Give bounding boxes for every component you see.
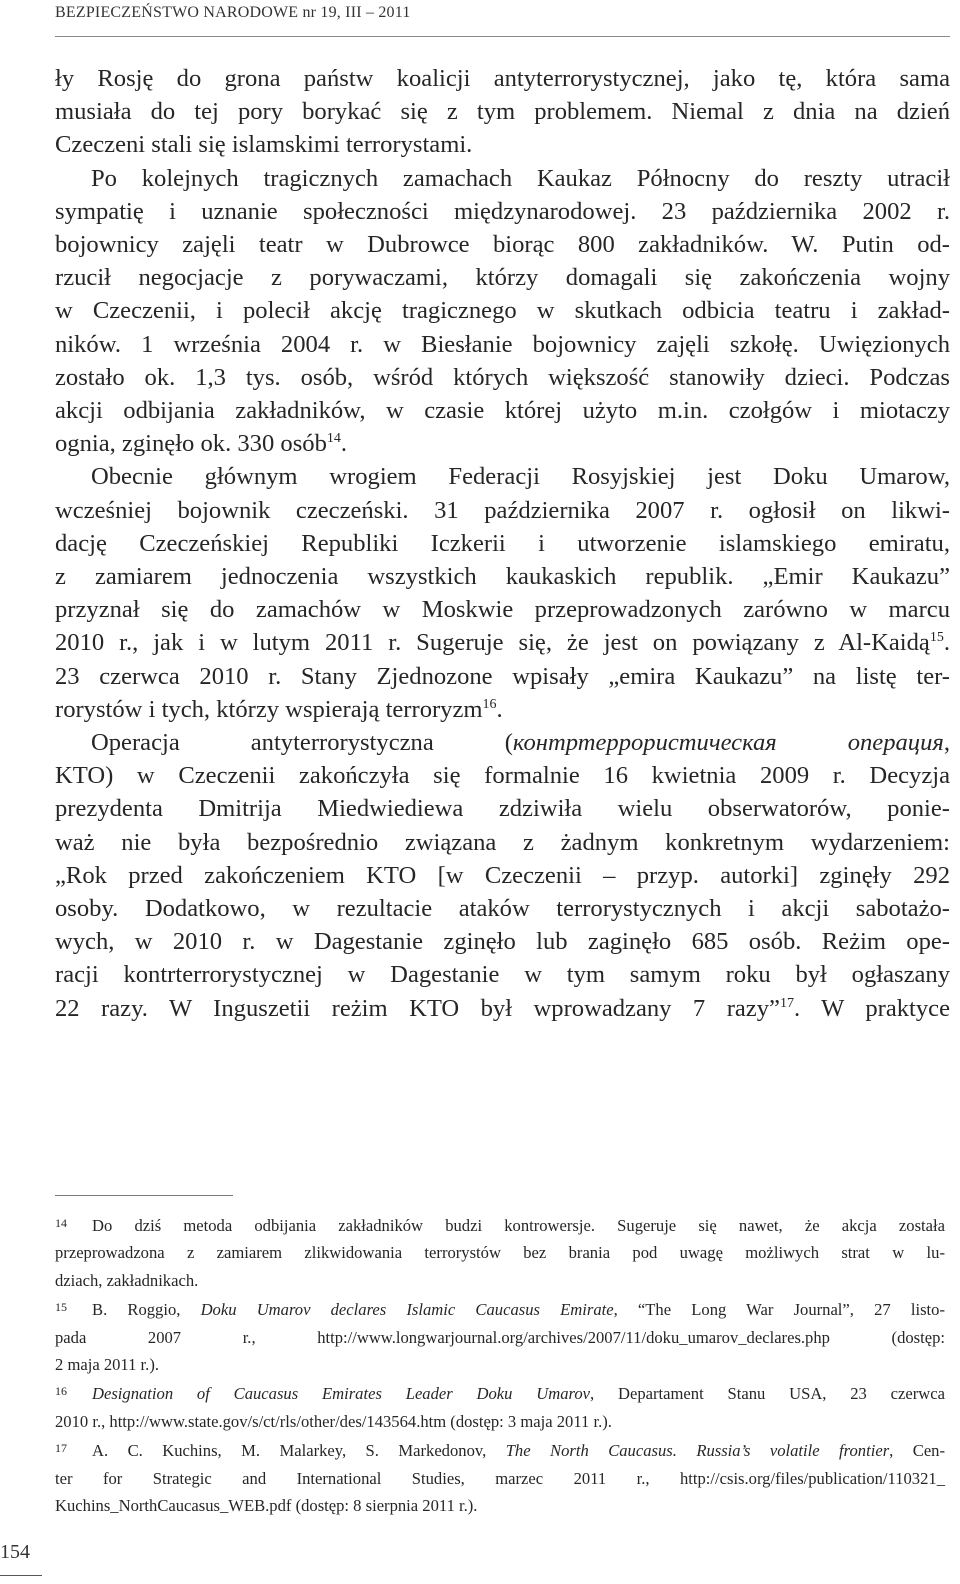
footnote-ref-16[interactable]: 16 [482, 696, 497, 712]
main-text [55, 62, 950, 1025]
footnote-14 [55, 1210, 945, 1294]
text-line: z zamiarem jednoczenia wszystkich kaukaskich republik. „Emir Kaukazu” [55, 563, 950, 591]
text-line: ników. 1 września 2004 r. w Biesłanie bojownicy zajęli szkołę. Uwięzionych [55, 330, 950, 358]
header-rule [55, 36, 950, 37]
footnote-text: B. Roggio, [92, 1300, 201, 1320]
text-fragment: . [340, 430, 348, 458]
text-line: osoby. Dodatkowo, w rezultacie ataków terrorystycznych i akcji sabotażo- [55, 895, 950, 923]
footnote-text: Do dziś metoda odbijania zakładników budzi kontrowersje. Sugeruje się nawet, że akcja została [92, 1216, 945, 1235]
text-line [55, 992, 950, 1025]
footnote-line: 2010 r., http://www.state.gov/s/ct/rls/other/des/143564.htm (dostęp: 3 maja 2011 r.). [55, 1411, 612, 1431]
text-line: Po kolejnych tragicznych zamachach Kaukaz Północny do reszty utracił [91, 164, 950, 192]
footnote-line [55, 1210, 945, 1239]
text-fragment: . [943, 629, 950, 657]
text-line: przyznał się do zamachów w Moskwie przeprowadzonych zarówno w marcu [55, 596, 950, 624]
footnote-line: przeprowadzona z zamiarem zlikwidowania terrorystów bez brania pod uwagę możliwych strat w lu- [55, 1243, 945, 1263]
footnote-number: 16 [55, 1384, 67, 1399]
text-line [55, 427, 950, 460]
text-fragment: 2010 r., jak i w lutym 2011 r. Sugeruje się, że jest on powiązany z Al-Kaidą [55, 629, 930, 657]
text-line: waż nie była bezpośrednio związana z żadnym konkretnym wydarzeniem: [55, 828, 950, 856]
footnote-line: pada 2007 r., http://www.longwarjournal.org/archives/2007/11/doku_umarov_declares.php (dostęp: [55, 1327, 945, 1347]
footnote-text: , Cen- [889, 1441, 946, 1461]
text-fragment: ognia, zginęło ok. 330 osób [55, 430, 327, 458]
footnote-title: Designation of Caucasus Emirates Leader Doku Umarov [92, 1384, 591, 1404]
footnote-line [55, 1435, 945, 1464]
text-line: zostało ok. 1,3 tys. osób, wśród których większość stanowiły dzieci. Podczas [55, 363, 950, 391]
footnote-line [55, 1294, 945, 1323]
text-line: prezydenta Dmitrija Miedwiediewa zdziwiła wielu obserwatorów, ponie- [55, 795, 950, 823]
footnote-text: A. C. Kuchins, M. Malarkey, S. Markedonov, [92, 1441, 506, 1461]
text-line: „Rok przed zakończeniem KTO [w Czeczenii – przyp. autorki] zginęły 292 [55, 861, 950, 889]
footnote-ref-15[interactable]: 15 [929, 630, 944, 646]
text-line: wych, w 2010 r. w Dagestanie zginęło lub zaginęło 685 osób. Reżim ope- [55, 928, 950, 956]
footnote-17 [55, 1435, 945, 1519]
footnote-line: 2 maja 2011 r.). [55, 1355, 159, 1375]
text-line: musiała do tej pory borykać się z tym problemem. Niemal z dnia na dzień [55, 98, 950, 126]
text-line: racji kontrterrorystycznej w Dagestanie w tym samym roku był ogłaszany [55, 961, 950, 989]
footnote-title: Doku Umarov declares Islamic Caucasus Emirate [200, 1300, 614, 1320]
text-line [55, 726, 950, 759]
text-line: 23 czerwca 2010 r. Stany Zjednozone wpisały „emira Kaukazu” na listę ter- [55, 662, 950, 690]
text-line: KTO) w Czeczenii zakończyła się formalnie 16 kwietnia 2009 r. Decyzja [55, 762, 950, 790]
page-number-rule [0, 1575, 42, 1576]
text-fragment: Operacja antyterrorystyczna ( [91, 729, 513, 757]
text-fragment: 22 razy. W Inguszetii reżim KTO był wprowadzany 7 razy” [55, 994, 780, 1022]
footnote-16 [55, 1378, 945, 1435]
text-fragment: . [496, 695, 503, 723]
footnote-title: The North Caucasus. Russia’s volatile frontier [505, 1441, 890, 1461]
footnote-number: 17 [55, 1441, 67, 1456]
footnote-text: , Departament Stanu USA, 23 czerwca [590, 1384, 945, 1404]
text-line: sympatię i uznanie społeczności międzynarodowej. 23 października 2002 r. [55, 197, 950, 225]
text-fragment: . W praktyce [793, 994, 950, 1022]
footnote-line: dziach, zakładnikach. [55, 1270, 199, 1290]
text-line: w Czeczenii, i polecił akcję tragicznego w skutkach odbicia teatru i zakład- [55, 297, 950, 325]
text-line: wcześniej bojownik czeczeński. 31 października 2007 r. ogłosił on likwi- [55, 496, 950, 524]
text-fragment: rorystów i tych, którzy wspierają terroryzm [55, 695, 483, 723]
text-line: dację Czeczeńskiej Republiki Iczkerii i utworzenie islamskiego emiratu, [55, 529, 950, 557]
footnote-15 [55, 1294, 945, 1378]
page-number: 154 [0, 1541, 30, 1563]
text-line: Czeczeni stali się islamskimi terrorystami. [55, 131, 473, 159]
footnote-ref-14[interactable]: 14 [326, 431, 341, 447]
text-line [55, 693, 950, 726]
text-line: bojownicy zajęli teatr w Dubrowce biorąc 800 zakładników. W. Putin od- [55, 231, 950, 259]
footnote-line [55, 1378, 945, 1407]
text-line: rzucił negocjacje z porywaczami, którzy domagali się zakończenia wojny [55, 264, 950, 292]
paragraph-continued [55, 62, 950, 162]
footnote-number: 15 [55, 1300, 67, 1315]
text-fragment: , [943, 729, 950, 757]
footnote-line: Kuchins_NorthCaucasus_WEB.pdf (dostęp: 8 sierpnia 2011 r.). [55, 1496, 478, 1516]
text-line [55, 626, 950, 659]
paragraph-kto [55, 726, 950, 1025]
paragraph-attacks [55, 162, 950, 461]
footnote-number: 14 [55, 1216, 67, 1230]
running-header: BEZPIECZEŃSTWO NARODOWE nr 19, III – 2011 [55, 4, 411, 21]
russian-term: контртеррористическая операция [512, 729, 944, 757]
paragraph-umarov [55, 460, 950, 726]
text-line: akcji odbijania zakładników, w czasie której użyto m.in. czołgów i miotaczy [55, 397, 950, 425]
footnote-text: , “The Long War Journal”, 27 listo- [613, 1300, 945, 1320]
footnote-ref-17[interactable]: 17 [779, 995, 794, 1011]
text-line: Obecnie głównym wrogiem Federacji Rosyjskiej jest Doku Umarow, [91, 463, 950, 491]
footnote-rule [55, 1195, 233, 1196]
footnotes [55, 1210, 945, 1519]
text-line: ły Rosję do grona państw koalicji antyterrorystycznej, jako tę, która sama [55, 65, 950, 92]
footnote-line: ter for Strategic and International Studies, marzec 2011 r., http://csis.org/files/publication/110321_ [55, 1468, 945, 1488]
